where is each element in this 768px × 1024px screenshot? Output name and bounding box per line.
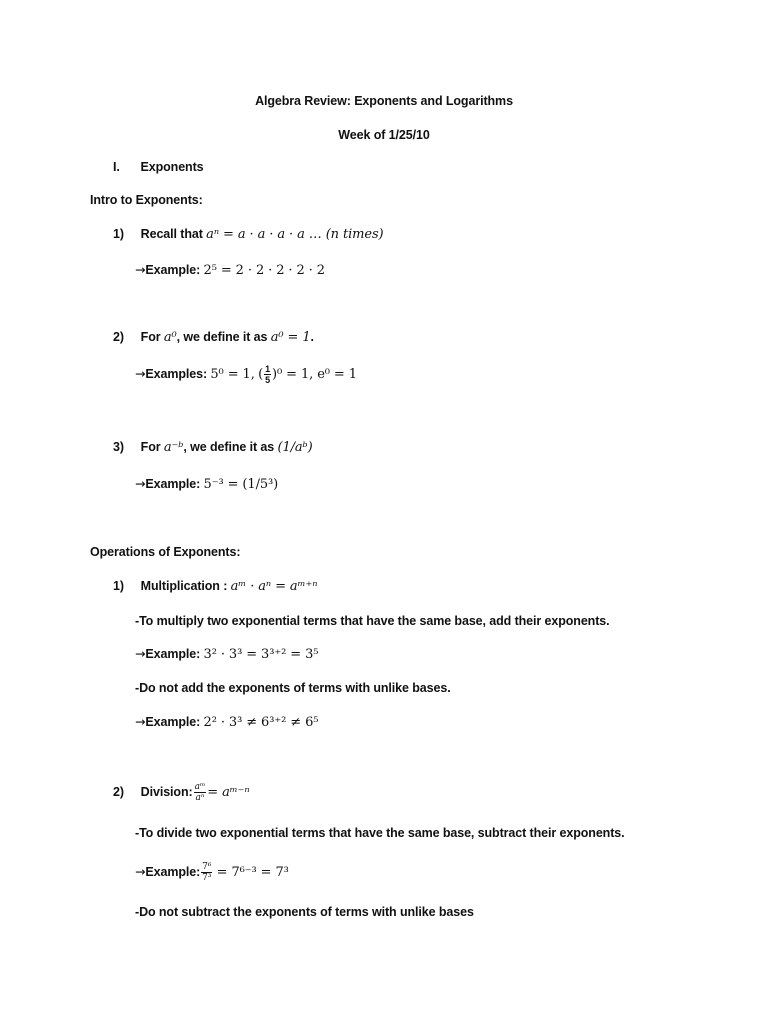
example-fraction <box>201 862 212 883</box>
doc-title: Algebra Review: Exponents and Logarithms <box>255 94 513 108</box>
item-text-b: , we define it as <box>183 440 275 454</box>
example-label: Examples: <box>145 366 208 381</box>
item-number: 2) <box>113 784 124 799</box>
arrow-icon: → <box>135 476 146 491</box>
example-label: Example: <box>145 647 201 661</box>
example-formula: 2⁵ = 2 · 2 · 2 · 2 · 2 <box>203 263 325 278</box>
fraction-numerator: 7⁶ <box>202 862 212 872</box>
arrow-icon: → <box>135 365 146 381</box>
item-label: Multiplication : <box>140 579 228 593</box>
item-period: . <box>310 330 314 344</box>
fraction-numerator: aᵐ <box>194 782 206 792</box>
ops-division-warning: -Do not subtract the exponents of terms with unlike bases <box>135 905 474 919</box>
item-text-b: , we define it as <box>176 330 268 344</box>
item-definition: (1/aᵇ) <box>277 440 313 455</box>
example-formula: 2² · 3³ ≠ 6³⁺² ≠ 6⁵ <box>203 715 319 730</box>
section-number: I. <box>113 160 120 174</box>
example-formula: 5⁻³ = (1/5³) <box>203 477 279 492</box>
example-paren-close: ) <box>272 366 277 382</box>
example-label: Example: <box>145 864 201 879</box>
item-negative-exponent: a⁻ᵇ <box>163 440 184 455</box>
item-text-a: For <box>140 330 161 344</box>
fraction-denominator: aⁿ <box>195 793 205 803</box>
ops-multiplication-example <box>135 646 318 662</box>
division-fraction <box>194 782 207 803</box>
intro-item-2 <box>113 330 314 345</box>
example-label: Example: <box>145 263 201 277</box>
example-part-b: ⁰ = 1, e⁰ = 1 <box>276 366 357 382</box>
arrow-icon: → <box>135 262 146 277</box>
ops-multiplication-example-2 <box>135 714 318 730</box>
fraction-denominator: 5 <box>265 375 270 385</box>
arrow-icon: → <box>135 714 146 729</box>
section-heading <box>113 160 204 174</box>
intro-item-1 <box>113 227 384 242</box>
arrow-icon: → <box>135 646 146 661</box>
ops-multiplication-warning: -Do not add the exponents of terms with unlike bases. <box>135 681 451 695</box>
item-text: Recall that <box>140 227 203 241</box>
item-formula: aᵐ · aⁿ = aᵐ⁺ⁿ <box>230 579 318 594</box>
example-label: Example: <box>145 477 201 491</box>
item-a0: a⁰ <box>163 330 177 345</box>
ops-multiplication-desc: -To multiply two exponential terms that have the same base, add their exponents. <box>135 614 610 628</box>
intro-item-1-example <box>135 262 325 278</box>
intro-item-3 <box>113 440 313 455</box>
example-formula: = 7⁶⁻³ = 7³ <box>216 864 289 880</box>
item-number: 2) <box>113 330 124 344</box>
item-text-a: For <box>140 440 161 454</box>
example-part-a: 5⁰ = 1, <box>210 366 255 382</box>
example-formula: 3² · 3³ = 3³⁺² = 3⁵ <box>203 647 319 662</box>
intro-heading: Intro to Exponents: <box>90 193 203 207</box>
intro-item-3-example <box>135 476 278 492</box>
item-definition: a⁰ = 1 <box>270 330 311 345</box>
ops-item-multiplication <box>113 579 317 594</box>
example-paren-open: ( <box>258 366 264 382</box>
item-number: 1) <box>113 579 124 593</box>
arrow-icon: → <box>135 863 146 879</box>
example-fraction <box>264 364 271 385</box>
item-number: 1) <box>113 227 124 241</box>
fraction-numerator: 1 <box>265 364 270 374</box>
section-label: Exponents <box>140 160 204 174</box>
item-formula-rhs: = aᵐ⁻ⁿ <box>207 784 250 800</box>
doc-subtitle-week: Week of 1/25/10 <box>338 128 430 142</box>
item-formula: aⁿ = a · a · a · a … (n times) <box>206 227 384 242</box>
fraction-denominator: 7³ <box>202 873 212 883</box>
example-label: Example: <box>145 715 201 729</box>
operations-heading: Operations of Exponents: <box>90 545 241 559</box>
item-label: Division: <box>140 784 193 799</box>
item-number: 3) <box>113 440 124 454</box>
intro-item-2-example <box>135 364 357 385</box>
ops-item-division <box>113 782 250 803</box>
ops-division-example <box>135 862 289 883</box>
ops-division-desc: -To divide two exponential terms that have the same base, subtract their exponents. <box>135 826 625 840</box>
